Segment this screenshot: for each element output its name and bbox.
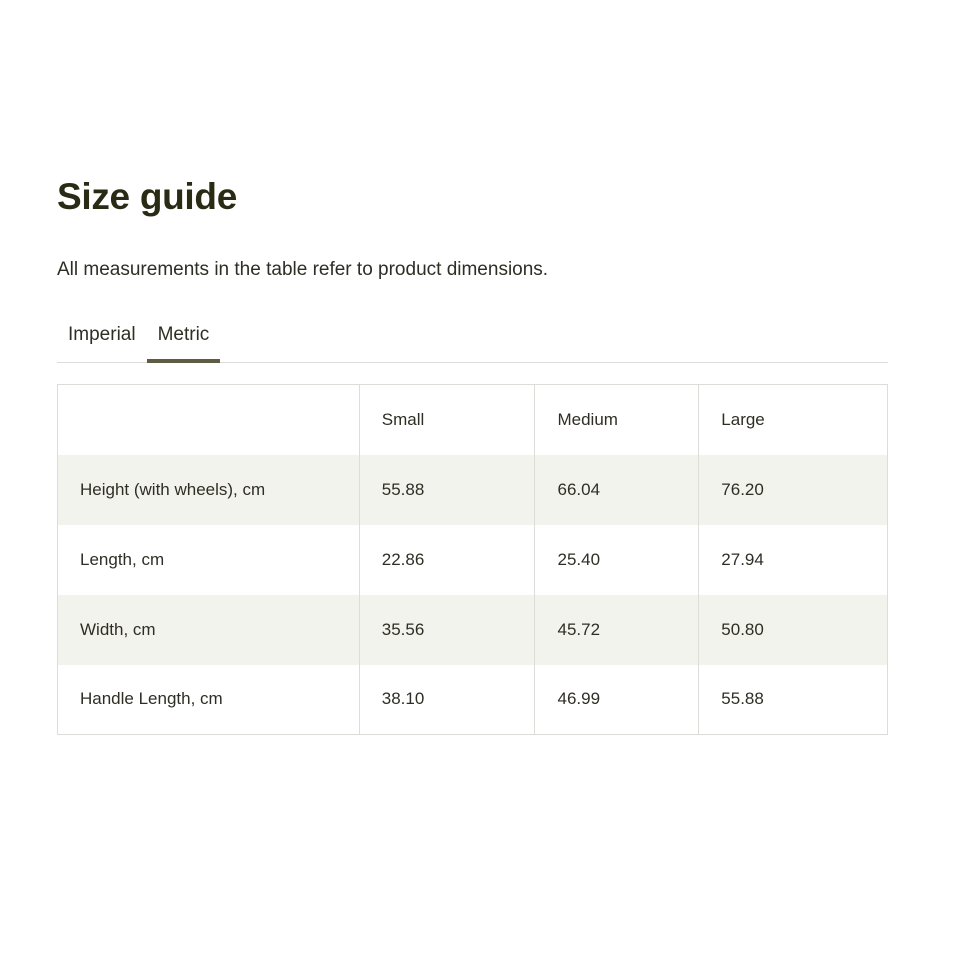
table-row — [58, 455, 888, 525]
header-cell-empty — [58, 385, 360, 455]
row-label: Length, cm — [80, 549, 165, 569]
tab-metric[interactable]: Metric — [147, 316, 221, 362]
page-title: Size guide — [57, 176, 237, 217]
table-cell: 55.88 — [699, 665, 888, 735]
size-table — [57, 384, 888, 735]
header-cell-large: Large — [699, 385, 888, 455]
table-header-row — [58, 385, 888, 455]
table-cell: 46.99 — [535, 665, 699, 735]
unit-tabs — [57, 316, 888, 363]
table-cell: 50.80 — [699, 595, 888, 665]
row-label: Handle Length, cm — [80, 689, 223, 709]
table-cell: 22.86 — [359, 525, 535, 595]
row-label: Width, cm — [58, 595, 360, 665]
header-cell-medium: Medium — [535, 385, 699, 455]
row-label: Height (with wheels), cm — [58, 455, 360, 525]
table-cell: 55.88 — [359, 455, 535, 525]
table-cell: 76.20 — [699, 455, 888, 525]
table-cell: 38.10 — [359, 665, 535, 735]
table-cell: 27.94 — [699, 525, 888, 595]
tab-imperial[interactable]: Imperial — [68, 324, 136, 345]
table-cell: 25.40 — [535, 525, 699, 595]
table-row — [58, 525, 888, 595]
table-cell: 35.56 — [359, 595, 535, 665]
table-row — [58, 665, 888, 735]
header-cell-small: Small — [359, 385, 535, 455]
size-guide-description: All measurements in the table refer to product dimensions. — [57, 259, 549, 280]
table-row — [58, 595, 888, 665]
table-cell: 66.04 — [535, 455, 699, 525]
table-cell: 45.72 — [535, 595, 699, 665]
